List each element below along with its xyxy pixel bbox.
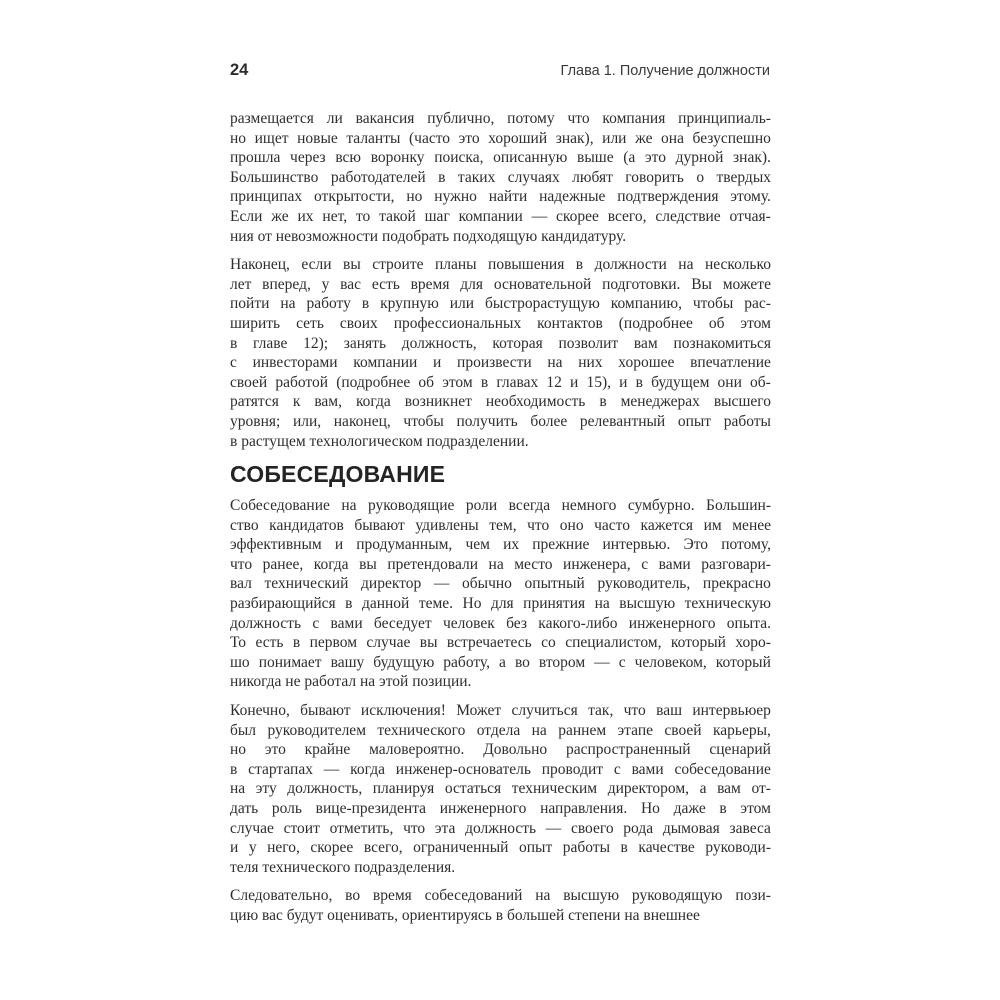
paragraph [230, 255, 771, 451]
text-line: размещается ли вакансия публично, потому что компания принципиаль- [230, 110, 771, 127]
text-line: вал технический директор — обычно опытный руководитель, прекрасно [230, 575, 771, 593]
text-line: должность с вами беседует человек без какого-либо инженерного опыта. [230, 614, 771, 632]
text-line: принципах открытости, но нужно найти надежные подтверждения этому. [230, 188, 771, 206]
paragraph [230, 496, 771, 692]
text-line: эффективным и продуманным, чем их прежние интервью. Это потому, [230, 536, 771, 554]
text-line: Большинство работодателей в таких случаях любят говорить о твердых [230, 168, 771, 186]
text-line: разбирающийся в данной теме. Но для принятия на высшую техническую [230, 595, 771, 613]
text-line: был руководителем технического отдела на раннем этапе своей карьеры, [230, 721, 771, 739]
text-line: дать роль вице-президента инженерного направления. Но даже в этом [230, 800, 771, 817]
text-line: и у него, скорее всего, ограниченный опыт работы в качестве руководи- [230, 839, 771, 857]
text-line: Конечно, бывают исключения! Может случиться так, что ваш интервьюер [230, 702, 771, 720]
running-title: Глава 1. Получение должности [560, 63, 770, 79]
text-line: в растущем технологическом подразделении. [230, 432, 529, 450]
text-line: ратятся к вам, когда возникнет необходимость в менеджерах высшего [230, 393, 771, 411]
text-line: ство кандидатов бывают удивлены тем, что оно часто кажется им менее [230, 516, 771, 534]
text-line: на эту должность, планируя остаться техническим директором, а вам от- [230, 780, 771, 798]
text-line: Следовательно, во время собеседований на высшую руководящую пози- [230, 887, 771, 905]
text-line: случае стоит отметить, что эта должность — своего рода дымовая завеса [230, 819, 771, 837]
article-body [230, 109, 771, 935]
text-line: теля технического подразделения. [230, 858, 456, 876]
page-number: 24 [230, 61, 249, 79]
text-line: То есть в первом случае вы встречаетесь со специалистом, который хоро- [230, 634, 771, 652]
paragraph [230, 886, 771, 925]
text-line: прошла через всю воронку поиска, описанную выше (а это дурной знак). [230, 149, 771, 167]
text-line: своей работой (подробнее об этом в главах 12 и 15), и в будущем они об- [230, 373, 771, 391]
text-line: никогда не работал на этой позиции. [230, 673, 472, 691]
text-line: Собеседование на руководящие роли всегда немного сумбурно. Большин- [230, 497, 771, 515]
text-line: Наконец, если вы строите планы повышения в должности на несколько [230, 256, 771, 274]
paragraph [230, 701, 771, 877]
text-line: шо понимает вашу будущую работу, а во втором — с человеком, который [230, 653, 771, 671]
text-line: ния от невозможности подобрать подходящую кандидатуру. [230, 227, 627, 245]
running-header [230, 61, 770, 80]
section-heading: СОБЕСЕДОВАНИЕ [230, 461, 446, 488]
text-line: в стартапах — когда инженер-основатель проводит с вами собеседование [230, 760, 771, 778]
text-line: но ищет новые таланты (часто это хороший знак), или же она безуспешно [230, 129, 771, 147]
text-line: что ранее, когда вы претендовали на место инженера, с вами разговари- [230, 555, 771, 573]
text-line: с инвесторами компании и произвести на них хорошее впечатление [230, 354, 771, 372]
text-line: Если же их нет, то такой шаг компании — скорее всего, следствие отчая- [230, 207, 771, 225]
text-line: в главе 12); занять должность, которая позволит вам познакомиться [230, 334, 771, 352]
text-line: цию вас будут оценивать, ориентируясь в большей степени на внешнее [230, 906, 700, 924]
text-line: ширить сеть своих профессиональных контактов (подробнее об этом [230, 314, 771, 332]
text-line: но это крайне маловероятно. Довольно распространенный сценарий [230, 741, 771, 759]
text-line: лет вперед, у вас есть время для основательной подготовки. Вы можете [230, 275, 771, 293]
paragraph [230, 109, 771, 246]
text-line: уровня; или, наконец, чтобы получить более релевантный опыт работы [230, 412, 771, 430]
text-line: пойти на работу в крупную или быстрорастущую компанию, чтобы рас- [230, 295, 771, 313]
